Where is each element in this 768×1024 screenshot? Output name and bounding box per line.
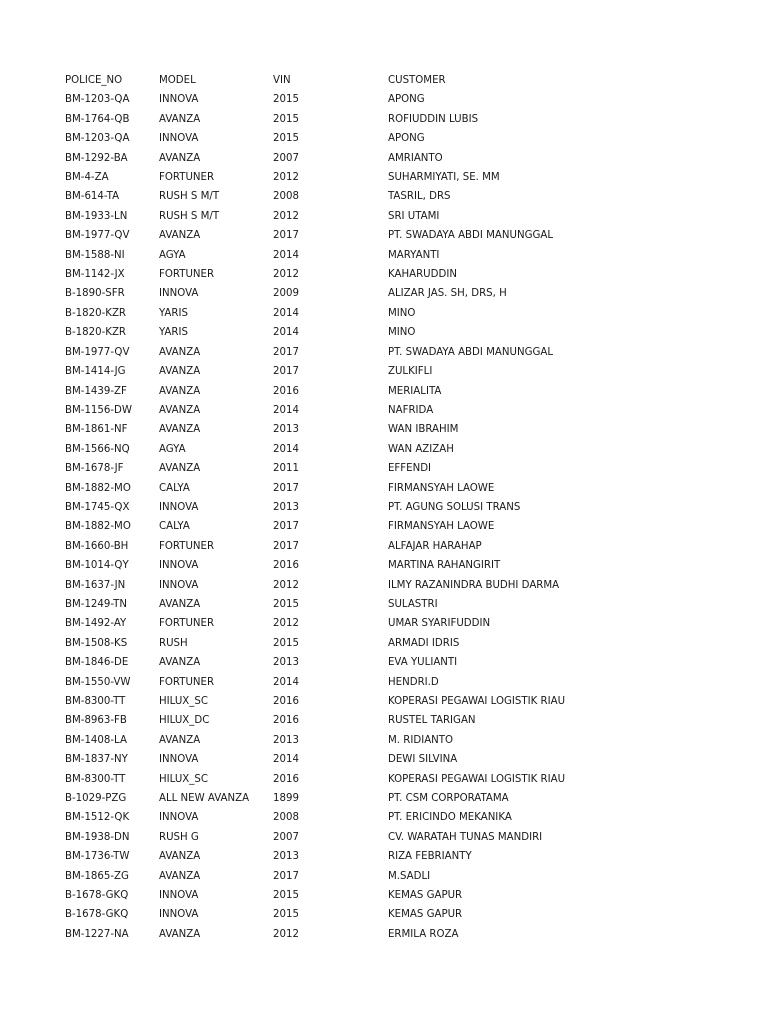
cell-vin: 2016: [273, 773, 299, 785]
cell-vin: 2017: [273, 230, 299, 242]
cell-police-no: BM-1846-DE: [65, 657, 129, 669]
table-row: [0, 556, 768, 575]
cell-customer: APONG: [388, 133, 425, 145]
cell-model: INNOVA: [159, 560, 199, 572]
cell-police-no: BM-1439-ZF: [65, 385, 127, 397]
cell-police-no: B-1029-PZG: [65, 793, 127, 805]
cell-customer: MINO: [388, 327, 416, 339]
cell-police-no: BM-1227-NA: [65, 928, 129, 940]
table-row: [0, 304, 768, 323]
table-row: [0, 498, 768, 517]
cell-model: INNOVA: [159, 909, 199, 921]
cell-vin: 2013: [273, 657, 299, 669]
cell-customer: FIRMANSYAH LAOWE: [388, 482, 495, 494]
cell-police-no: BM-1938-DN: [65, 831, 130, 843]
cell-vin: 2014: [273, 404, 299, 416]
cell-customer: MARYANTI: [388, 249, 440, 261]
cell-vin: 2012: [273, 210, 299, 222]
cell-police-no: B-1890-SFR: [65, 288, 125, 300]
cell-model: AVANZA: [159, 366, 201, 378]
table-row: [0, 284, 768, 303]
table-row: [0, 595, 768, 614]
cell-model: AVANZA: [159, 424, 201, 436]
cell-model: INNOVA: [159, 133, 199, 145]
table-row: [0, 808, 768, 827]
table-row: [0, 207, 768, 226]
cell-model: RUSH G: [159, 831, 199, 843]
cell-customer: PT. AGUNG SOLUSI TRANS: [388, 501, 521, 513]
cell-model: INNOVA: [159, 288, 199, 300]
table-row: [0, 129, 768, 148]
cell-customer: KOPERASI PEGAWAI LOGISTIK RIAU: [388, 773, 566, 785]
cell-customer: UMAR SYARIFUDDIN: [388, 618, 491, 630]
table-body: [0, 90, 768, 944]
cell-police-no: BM-1745-QX: [65, 501, 130, 513]
cell-vin: 1899: [273, 793, 299, 805]
cell-model: INNOVA: [159, 754, 199, 766]
cell-customer: PT. SWADAYA ABDI MANUNGGAL: [388, 230, 554, 242]
cell-police-no: BM-614-TA: [65, 191, 120, 203]
cell-customer: ROFIUDDIN LUBIS: [388, 113, 479, 125]
cell-model: FORTUNER: [159, 618, 215, 630]
cell-customer: ZULKIFLI: [388, 366, 433, 378]
cell-police-no: BM-1508-KS: [65, 637, 128, 649]
cell-model: AVANZA: [159, 928, 201, 940]
cell-customer: M.SADLI: [388, 870, 431, 882]
cell-model: YARIS: [159, 307, 188, 319]
table-row: [0, 362, 768, 381]
cell-police-no: BM-1660-BH: [65, 540, 129, 552]
table-row: [0, 479, 768, 498]
table-row: [0, 673, 768, 692]
cell-police-no: BM-1977-QV: [65, 230, 130, 242]
table-row: [0, 149, 768, 168]
cell-police-no: B-1678-GKQ: [65, 909, 129, 921]
cell-vin: 2012: [273, 618, 299, 630]
table-row: [0, 653, 768, 672]
cell-vin: 2017: [273, 521, 299, 533]
table-row: [0, 246, 768, 265]
cell-police-no: BM-1837-NY: [65, 754, 128, 766]
cell-model: AVANZA: [159, 404, 201, 416]
cell-police-no: BM-1414-JG: [65, 366, 126, 378]
cell-vin: 2012: [273, 928, 299, 940]
cell-customer: ARMADI IDRIS: [388, 637, 460, 649]
cell-model: AVANZA: [159, 657, 201, 669]
cell-police-no: BM-1492-AY: [65, 618, 127, 630]
cell-model: RUSH S M/T: [159, 210, 220, 222]
cell-police-no: BM-1249-TN: [65, 598, 127, 610]
cell-model: CALYA: [159, 521, 190, 533]
cell-model: AGYA: [159, 443, 186, 455]
table-row: [0, 828, 768, 847]
cell-police-no: BM-1764-QB: [65, 113, 130, 125]
cell-model: AVANZA: [159, 734, 201, 746]
cell-vin: 2014: [273, 676, 299, 688]
cell-police-no: BM-4-ZA: [65, 172, 109, 184]
cell-customer: RIZA FEBRIANTY: [388, 851, 472, 863]
cell-vin: 2013: [273, 851, 299, 863]
cell-police-no: B-1820-KZR: [65, 327, 127, 339]
cell-vin: 2012: [273, 269, 299, 281]
cell-customer: M. RIDIANTO: [388, 734, 454, 746]
cell-vin: 2015: [273, 909, 299, 921]
cell-customer: DEWI SILVINA: [388, 754, 458, 766]
cell-vin: 2017: [273, 482, 299, 494]
cell-vin: 2014: [273, 327, 299, 339]
table-row: [0, 343, 768, 362]
cell-customer: HENDRI.D: [388, 676, 439, 688]
header-customer: CUSTOMER: [388, 75, 446, 86]
cell-vin: 2017: [273, 366, 299, 378]
cell-customer: WAN AZIZAH: [388, 443, 454, 455]
cell-vin: 2015: [273, 598, 299, 610]
cell-customer: FIRMANSYAH LAOWE: [388, 521, 495, 533]
cell-vin: 2014: [273, 249, 299, 261]
cell-police-no: BM-1637-JN: [65, 579, 126, 591]
cell-customer: KEMAS GAPUR: [388, 890, 463, 902]
table-row: [0, 382, 768, 401]
cell-police-no: BM-1203-QA: [65, 133, 130, 145]
cell-vin: 2015: [273, 113, 299, 125]
cell-police-no: BM-1865-ZG: [65, 870, 129, 882]
header-model: MODEL: [159, 75, 196, 86]
cell-customer: ALFAJAR HARAHAP: [388, 540, 482, 552]
cell-model: HILUX_SC: [159, 696, 208, 707]
cell-customer: ALIZAR JAS. SH, DRS, H: [388, 288, 507, 300]
cell-vin: 2007: [273, 831, 299, 843]
cell-police-no: B-1678-GKQ: [65, 890, 129, 902]
cell-customer: NAFRIDA: [388, 404, 434, 416]
cell-customer: EVA YULIANTI: [388, 657, 458, 669]
table-row: [0, 537, 768, 556]
cell-vin: 2015: [273, 133, 299, 145]
table-row: [0, 187, 768, 206]
cell-model: HILUX_DC: [159, 715, 210, 727]
table-row: [0, 770, 768, 789]
table-row: [0, 614, 768, 633]
cell-model: FORTUNER: [159, 269, 215, 281]
cell-customer: KEMAS GAPUR: [388, 909, 463, 921]
cell-vin: 2015: [273, 890, 299, 902]
cell-customer: KOPERASI PEGAWAI LOGISTIK RIAU: [388, 696, 566, 707]
table-row: [0, 168, 768, 187]
header-police-no: POLICE_NO: [65, 75, 123, 86]
table-row: [0, 517, 768, 536]
cell-customer: SULASTRI: [388, 598, 438, 610]
cell-model: AVANZA: [159, 851, 201, 863]
cell-vin: 2009: [273, 288, 299, 300]
table-row: [0, 90, 768, 109]
cell-model: RUSH S M/T: [159, 191, 220, 203]
cell-customer: WAN IBRAHIM: [388, 424, 459, 436]
cell-customer: PT. CSM CORPORATAMA: [388, 793, 509, 805]
cell-police-no: BM-1203-QA: [65, 94, 130, 106]
cell-model: YARIS: [159, 327, 188, 339]
cell-vin: 2007: [273, 152, 299, 164]
cell-model: AVANZA: [159, 598, 201, 610]
table-row: [0, 634, 768, 653]
cell-vin: 2012: [273, 172, 299, 184]
cell-model: HILUX_SC: [159, 773, 208, 785]
cell-vin: 2015: [273, 637, 299, 649]
cell-model: CALYA: [159, 482, 190, 494]
cell-vin: 2011: [273, 463, 299, 475]
table-row: [0, 265, 768, 284]
cell-vin: 2014: [273, 754, 299, 766]
cell-model: INNOVA: [159, 890, 199, 902]
cell-vin: 2017: [273, 346, 299, 358]
cell-police-no: B-1820-KZR: [65, 307, 127, 319]
table-row: [0, 867, 768, 886]
cell-police-no: BM-1933-LN: [65, 210, 128, 222]
cell-model: INNOVA: [159, 501, 199, 513]
cell-police-no: BM-1014-QY: [65, 560, 129, 572]
cell-model: AGYA: [159, 249, 186, 261]
cell-vin: 2013: [273, 501, 299, 513]
cell-vin: 2017: [273, 540, 299, 552]
cell-vin: 2017: [273, 870, 299, 882]
cell-customer: TASRIL, DRS: [388, 191, 451, 203]
cell-police-no: BM-1678-JF: [65, 463, 124, 475]
cell-customer: EFFENDI: [388, 463, 432, 475]
cell-vin: 2008: [273, 812, 299, 824]
cell-vin: 2014: [273, 307, 299, 319]
cell-police-no: BM-1292-BA: [65, 152, 128, 164]
cell-customer: ERMILA ROZA: [388, 928, 459, 940]
cell-customer: PT. SWADAYA ABDI MANUNGGAL: [388, 346, 554, 358]
table-row: [0, 905, 768, 924]
table-row: [0, 731, 768, 750]
cell-police-no: BM-1882-MO: [65, 482, 131, 494]
cell-police-no: BM-1861-NF: [65, 424, 128, 436]
cell-model: INNOVA: [159, 812, 199, 824]
cell-police-no: BM-8963-FB: [65, 715, 127, 727]
cell-customer: MARTINA RAHANGIRIT: [388, 560, 501, 572]
table-row: [0, 711, 768, 730]
table-row: [0, 692, 768, 711]
cell-customer: CV. WARATAH TUNAS MANDIRI: [388, 831, 543, 843]
cell-model: AVANZA: [159, 385, 201, 397]
cell-model: INNOVA: [159, 579, 199, 591]
table-row: [0, 110, 768, 129]
cell-vin: 2016: [273, 715, 299, 727]
cell-customer: MINO: [388, 307, 416, 319]
cell-customer: APONG: [388, 94, 425, 106]
cell-vin: 2013: [273, 734, 299, 746]
cell-model: AVANZA: [159, 152, 201, 164]
cell-police-no: BM-1588-NI: [65, 249, 125, 261]
cell-model: RUSH: [159, 637, 188, 649]
cell-model: AVANZA: [159, 113, 201, 125]
cell-model: FORTUNER: [159, 540, 215, 552]
cell-model: AVANZA: [159, 463, 201, 475]
cell-vin: 2015: [273, 94, 299, 106]
cell-customer: SRI UTAMI: [388, 210, 440, 222]
cell-police-no: BM-1882-MO: [65, 521, 131, 533]
table-row: [0, 576, 768, 595]
cell-police-no: BM-1550-VW: [65, 676, 131, 688]
table-row: [0, 226, 768, 245]
table-row: [0, 789, 768, 808]
header-vin: VIN: [273, 75, 291, 86]
cell-police-no: BM-1512-QK: [65, 812, 130, 824]
cell-police-no: BM-1142-JX: [65, 269, 125, 281]
cell-customer: MERIALITA: [388, 385, 442, 397]
cell-vin: 2016: [273, 560, 299, 572]
cell-customer: KAHARUDDIN: [388, 269, 457, 281]
table-row: [0, 440, 768, 459]
cell-police-no: BM-1566-NQ: [65, 443, 130, 455]
cell-model: FORTUNER: [159, 172, 215, 184]
cell-vin: 2016: [273, 696, 299, 707]
cell-customer: RUSTEL TARIGAN: [388, 715, 476, 727]
cell-police-no: BM-8300-TT: [65, 696, 126, 707]
cell-vin: 2012: [273, 579, 299, 591]
table-row: [0, 459, 768, 478]
table-row: [0, 847, 768, 866]
table-row: [0, 925, 768, 944]
cell-customer: PT. ERICINDO MEKANIKA: [388, 812, 512, 824]
table-row: [0, 401, 768, 420]
cell-customer: ILMY RAZANINDRA BUDHI DARMA: [388, 579, 560, 591]
table-row: [0, 886, 768, 905]
cell-vin: 2013: [273, 424, 299, 436]
cell-model: ALL NEW AVANZA: [159, 793, 250, 805]
cell-police-no: BM-1156-DW: [65, 404, 132, 416]
cell-model: AVANZA: [159, 346, 201, 358]
cell-customer: SUHARMIYATI, SE. MM: [388, 172, 500, 184]
cell-model: AVANZA: [159, 870, 201, 882]
cell-model: AVANZA: [159, 230, 201, 242]
cell-model: FORTUNER: [159, 676, 215, 688]
cell-customer: AMRIANTO: [388, 152, 443, 164]
cell-police-no: BM-1977-QV: [65, 346, 130, 358]
table-row: [0, 750, 768, 769]
cell-vin: 2016: [273, 385, 299, 397]
cell-vin: 2014: [273, 443, 299, 455]
cell-police-no: BM-8300-TT: [65, 773, 126, 785]
cell-model: INNOVA: [159, 94, 199, 106]
cell-police-no: BM-1408-LA: [65, 734, 127, 746]
cell-police-no: BM-1736-TW: [65, 851, 130, 863]
cell-vin: 2008: [273, 191, 299, 203]
table-header-row: [0, 71, 768, 90]
vehicle-customer-table: [0, 71, 768, 944]
table-row: [0, 323, 768, 342]
table-row: [0, 420, 768, 439]
